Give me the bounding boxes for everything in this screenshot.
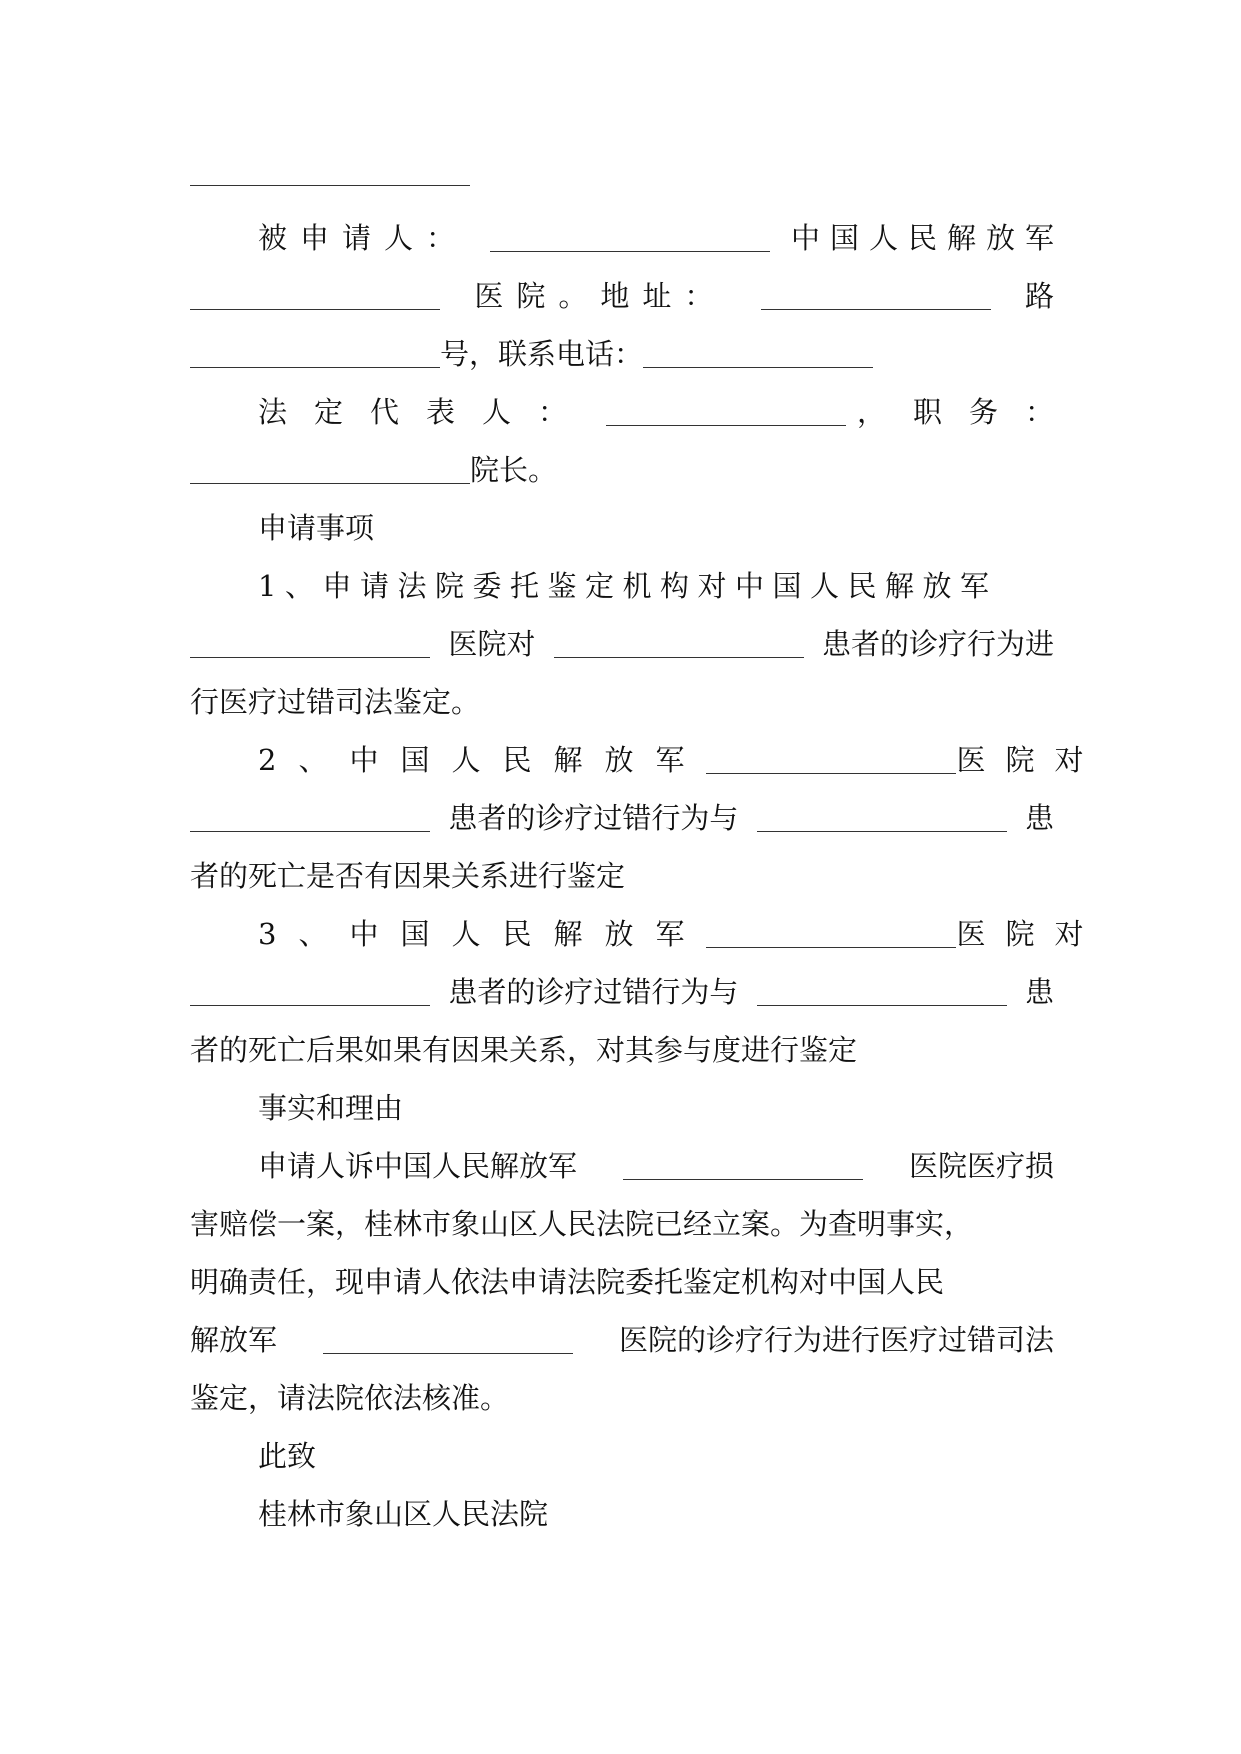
legal-rep-line bbox=[258, 392, 1081, 432]
request-item-2 bbox=[258, 740, 1104, 780]
top-blank-line bbox=[190, 152, 1054, 192]
army-text: 中国人民解放军 bbox=[790, 221, 1064, 255]
blank-field bbox=[190, 157, 470, 186]
request-item-3 bbox=[258, 914, 1104, 954]
respondent-line-1 bbox=[258, 218, 1064, 258]
item3-patient: 患 bbox=[1024, 975, 1054, 1009]
facts-p1-start: 申请人诉中国人民解放军 bbox=[258, 1149, 578, 1183]
blank-field bbox=[757, 803, 1007, 832]
position-line bbox=[190, 450, 1054, 490]
request-item-2-line-3: 者的死亡是否有因果关系进行鉴定 bbox=[190, 859, 626, 893]
facts-line-1 bbox=[258, 1146, 1054, 1186]
item2-mid: 患者的诊疗过错行为与 bbox=[448, 801, 739, 835]
blank-field bbox=[706, 745, 956, 774]
facts-line-3: 明确责任，现申请人依法申请法院委托鉴定机构对中国人民 bbox=[190, 1265, 945, 1299]
blank-field bbox=[761, 281, 991, 310]
blank-field bbox=[490, 223, 770, 252]
blank-field bbox=[643, 339, 873, 368]
position-value: 院长。 bbox=[470, 453, 558, 487]
blank-field bbox=[606, 397, 846, 426]
item1-mid1: 医院对 bbox=[448, 627, 536, 661]
respondent-line-3 bbox=[190, 334, 1054, 374]
blank-field bbox=[554, 629, 804, 658]
facts-p4-end: 医院的诊疗行为进行医疗过错司法 bbox=[618, 1323, 1054, 1357]
request-item-1-line-2 bbox=[190, 624, 1054, 664]
item2-hospital: 医院对 bbox=[956, 743, 1104, 777]
respondent-line-2 bbox=[190, 276, 1054, 316]
road-text: 路 bbox=[1024, 279, 1054, 313]
legal-rep-label: 法定代表人： bbox=[258, 395, 595, 429]
item3-mid: 患者的诊疗过错行为与 bbox=[448, 975, 739, 1009]
blank-field bbox=[190, 629, 430, 658]
hospital-address-text: 医院。地址： bbox=[474, 279, 727, 313]
facts-line-4 bbox=[190, 1320, 1054, 1360]
position-label: ，职务： bbox=[856, 395, 1081, 429]
blank-field bbox=[190, 977, 430, 1006]
court-name: 桂林市象山区人民法院 bbox=[258, 1497, 549, 1531]
request-item-2-line-2 bbox=[190, 798, 1054, 838]
item3-start: 3、中国人民解放军 bbox=[258, 917, 707, 951]
request-item-3-line-3: 者的死亡后果如果有因果关系，对其参与度进行鉴定 bbox=[190, 1033, 858, 1067]
item2-start: 2、中国人民解放军 bbox=[258, 743, 707, 777]
request-item-1-line-3: 行医疗过错司法鉴定。 bbox=[190, 685, 481, 719]
blank-field bbox=[190, 803, 430, 832]
facts-line-5: 鉴定，请法院依法核准。 bbox=[190, 1381, 510, 1415]
blank-field bbox=[190, 281, 440, 310]
item1-mid2: 患者的诊疗行为进 bbox=[821, 627, 1054, 661]
respondent-label: 被申请人： bbox=[258, 221, 469, 255]
phone-label: 号，联系电话： bbox=[440, 337, 644, 371]
request-item-3-line-2 bbox=[190, 972, 1054, 1012]
item2-patient: 患 bbox=[1024, 801, 1054, 835]
facts-heading: 事实和理由 bbox=[258, 1091, 404, 1125]
facts-p4-start: 解放军 bbox=[190, 1323, 278, 1357]
facts-p1-end: 医院医疗损 bbox=[908, 1149, 1054, 1183]
requests-heading: 申请事项 bbox=[258, 511, 375, 545]
item3-hospital: 医院对 bbox=[956, 917, 1104, 951]
blank-field bbox=[706, 919, 956, 948]
request-item-1: 1、申请法院委托鉴定机构对中国人民解放军 bbox=[258, 569, 998, 603]
blank-field bbox=[190, 455, 470, 484]
facts-line-2: 害赔偿一案，桂林市象山区人民法院已经立案。为查明事实， bbox=[190, 1207, 974, 1241]
blank-field bbox=[323, 1325, 573, 1354]
salutation: 此致 bbox=[258, 1439, 317, 1473]
blank-field bbox=[190, 339, 440, 368]
blank-field bbox=[623, 1151, 863, 1180]
blank-field bbox=[757, 977, 1007, 1006]
